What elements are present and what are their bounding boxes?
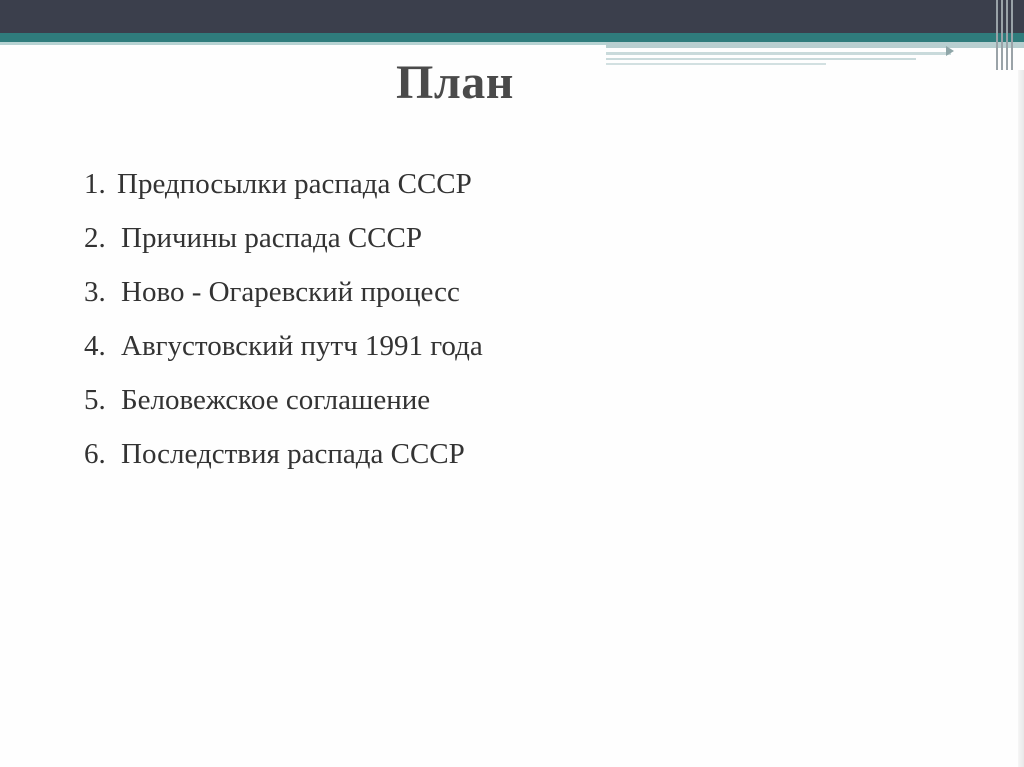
plan-item-text: Августовский путч 1991 года [121,330,483,362]
plan-item [84,265,483,319]
plan-item-number: 3. [84,276,106,308]
page-edge-shadow [1018,70,1024,767]
header-stripe [606,42,1024,48]
plan-item [84,211,483,265]
triangle-marker-icon [946,46,954,56]
plan-item-number: 2. [84,222,106,254]
plan-item [84,319,483,373]
plan-item-number: 5. [84,384,106,416]
vertical-stripe [1011,0,1013,70]
vertical-stripe [1006,0,1008,70]
plan-item [84,373,483,427]
header-light-band [0,42,606,45]
vertical-stripe [996,0,998,70]
plan-item-text: Предпосылки распада СССР [117,168,472,200]
vertical-stripe [1001,0,1003,70]
plan-item-number: 4. [84,330,106,362]
header-teal-band [0,33,1024,42]
slide-title: План [396,56,514,109]
plan-item-text: Беловежское соглашение [121,384,431,416]
plan-item-text: Ново - Огаревский процесс [121,276,460,308]
plan-list [84,157,483,481]
plan-item-text: Последствия распада СССР [121,438,465,470]
plan-item-number: 1. [84,168,106,200]
plan-item-number: 6. [84,438,106,470]
plan-item-text: Причины распада СССР [121,222,422,254]
plan-item [84,157,483,211]
plan-item [84,427,483,481]
header-dark-band [0,0,1024,33]
